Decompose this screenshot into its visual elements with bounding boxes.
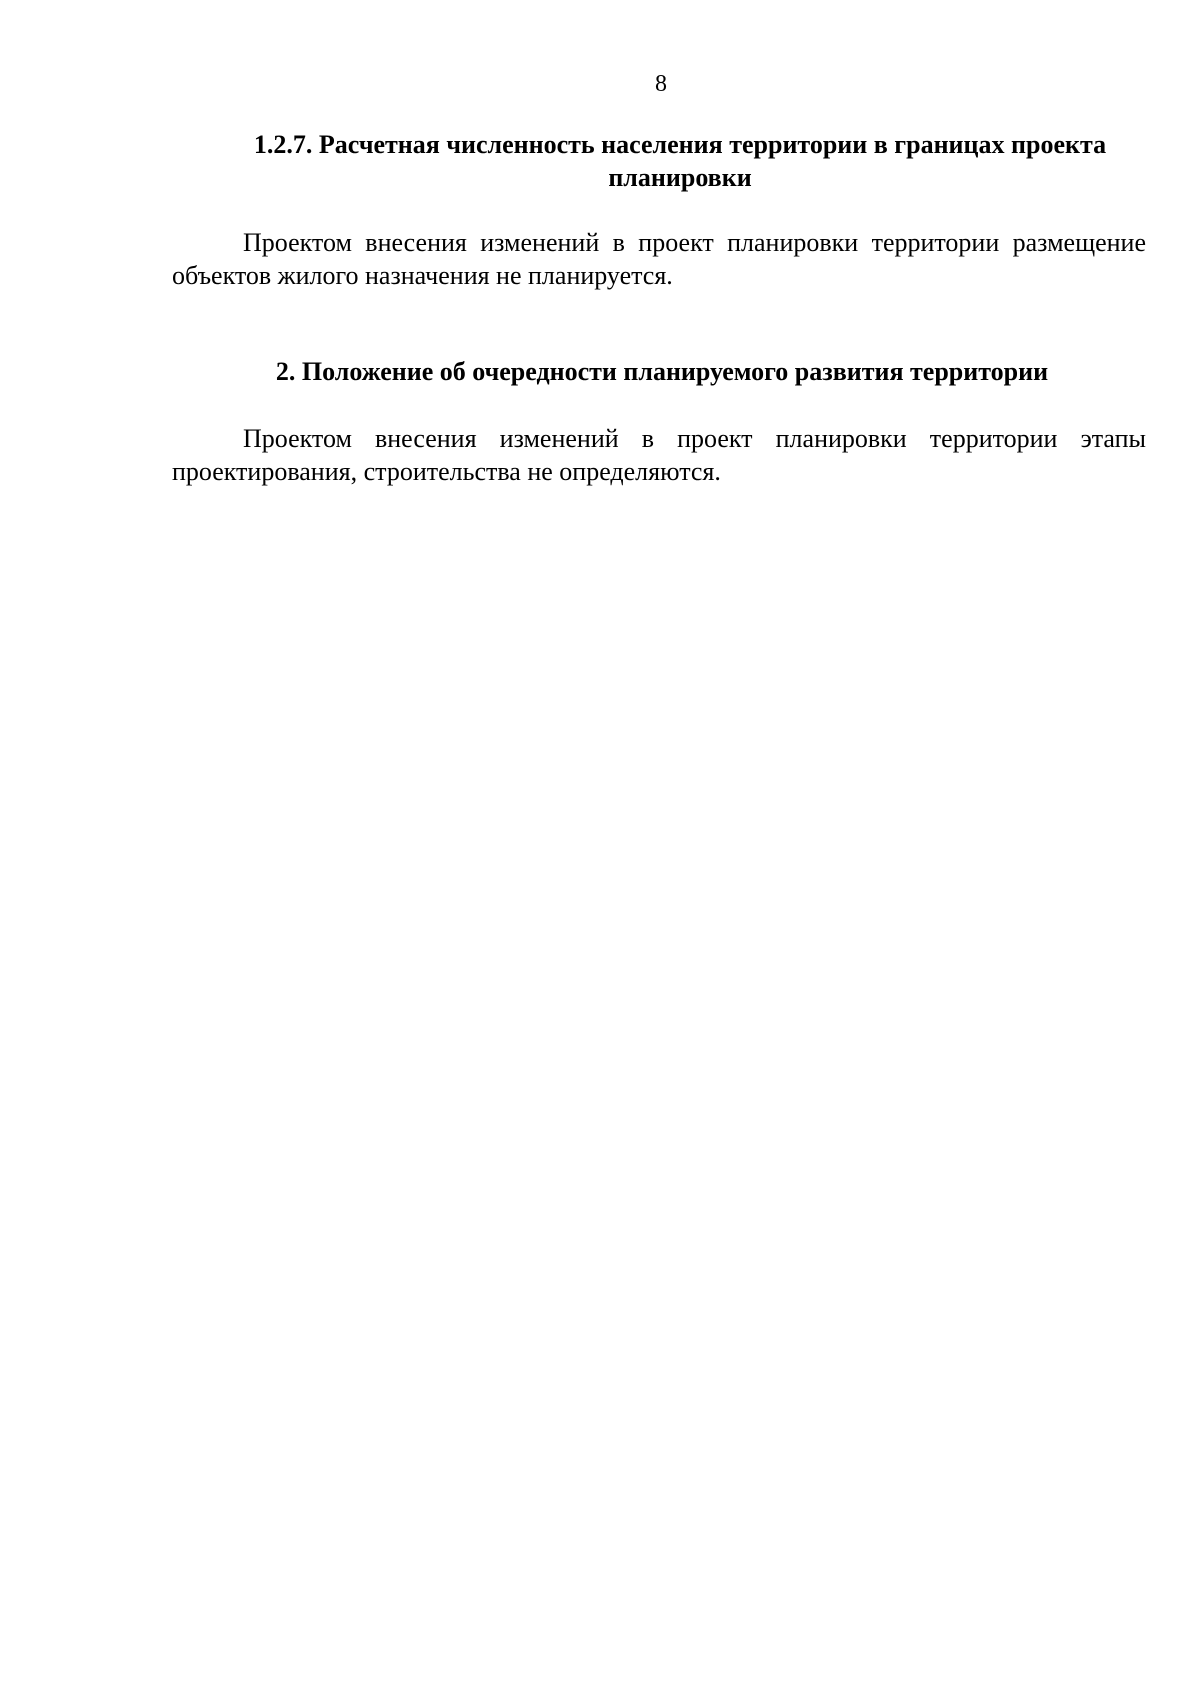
section-heading-1-2-7: 1.2.7. Расчетная численность населения территории в границах проекта планировки — [253, 130, 1107, 192]
section-paragraph-2: Проектом внесения изменений в проект планировки территории этапы проектирования, строительства не определяются. — [172, 424, 1146, 486]
section-paragraph-1-2-7: Проектом внесения изменений в проект планировки территории размещение объектов жилого назначения не планируется. — [172, 228, 1146, 290]
section-heading-2: 2. Положение об очередности планируемого развития территории — [275, 357, 1049, 386]
page-number: 8 — [655, 71, 667, 97]
